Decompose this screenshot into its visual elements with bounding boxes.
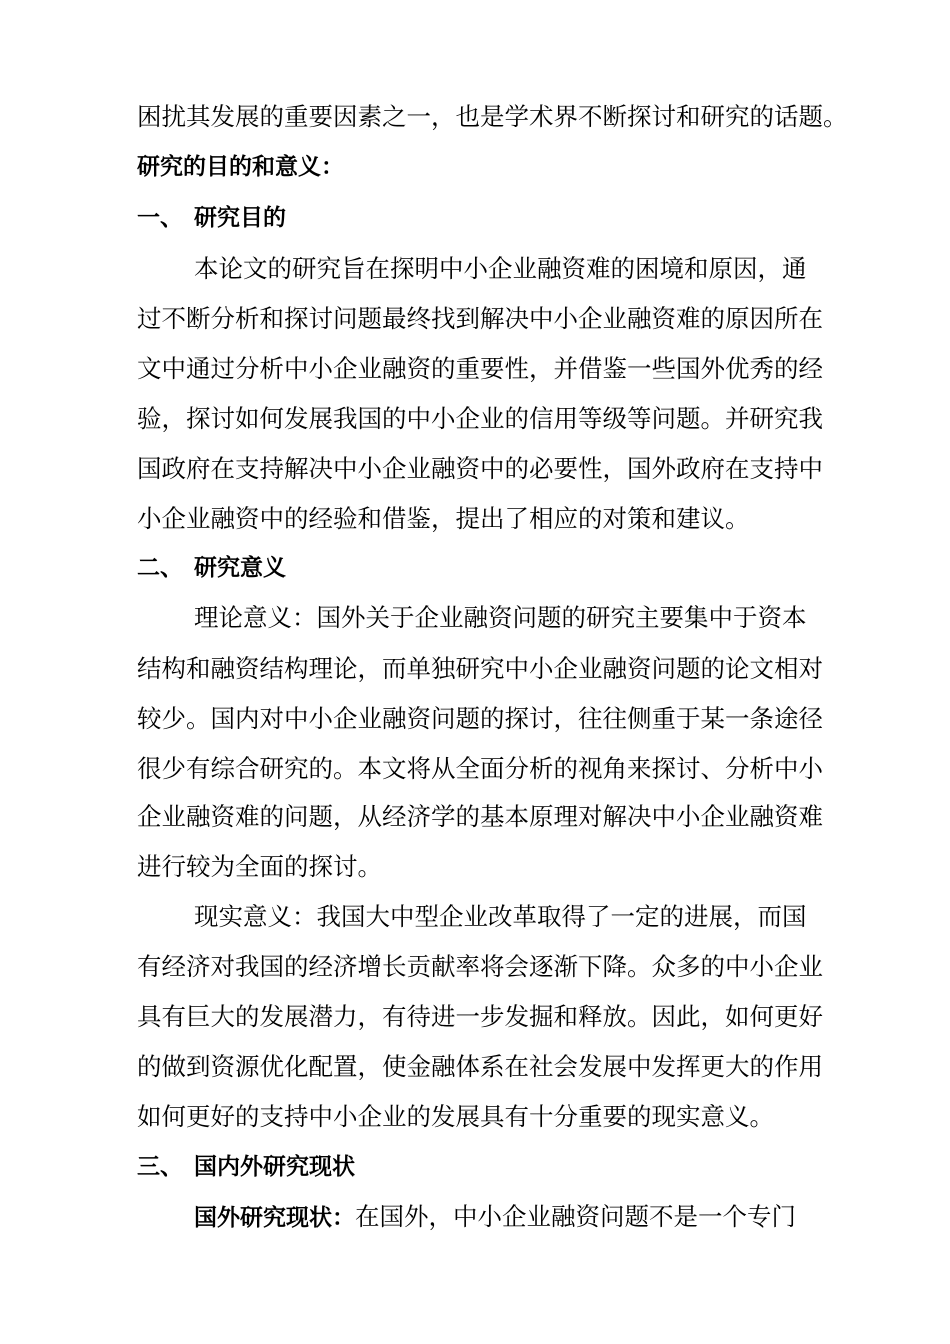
paragraph-line: 国政府在支持解决中小企业融资中的必要性，国外政府在支持中 — [137, 454, 823, 483]
paragraph-line: 较少。国内对中小企业融资问题的探讨，往往侧重于某一条途径 — [137, 704, 823, 733]
paragraph-line: 进行较为全面的探讨。 — [137, 852, 382, 881]
paragraph-line: 很少有综合研究的。本文将从全面分析的视角来探讨、分析中小 — [137, 754, 823, 783]
heading-text: 研究目的 — [194, 205, 286, 231]
section-title: 研究的目的和意义： — [137, 154, 344, 180]
paragraph-line: 企业融资难的问题，从经济学的基本原理对解决中小企业融资难 — [137, 802, 823, 831]
paragraph-text: 在国外，中小企业融资问题不是一个专门 — [355, 1202, 796, 1231]
paragraph-line — [194, 1202, 796, 1233]
paragraph-line: 具有巨大的发展潜力，有待进一步发掘和释放。因此，如何更好 — [137, 1002, 823, 1031]
heading-number: 一、 — [137, 205, 183, 231]
paragraph-line: 结构和融资结构理论，而单独研究中小企业融资问题的论文相对 — [137, 654, 823, 683]
heading-research-status — [137, 1152, 355, 1182]
paragraph-line: 验，探讨如何发展我国的中小企业的信用等级等问题。并研究我 — [137, 404, 823, 433]
heading-research-purpose — [137, 203, 286, 233]
heading-research-significance — [137, 553, 286, 583]
paragraph-line: 小企业融资中的经验和借鉴，提出了相应的对策和建议。 — [137, 504, 750, 533]
paragraph-line: 理论意义：国外关于企业融资问题的研究主要集中于资本 — [194, 603, 807, 632]
heading-text: 研究意义 — [194, 555, 286, 581]
paragraph-line: 过不断分析和探讨问题最终找到解决中小企业融资难的原因所在 — [137, 304, 823, 333]
paragraph-line: 现实意义：我国大中型企业改革取得了一定的进展，而国 — [194, 902, 807, 931]
heading-text: 国内外研究现状 — [194, 1154, 355, 1180]
heading-number: 三、 — [137, 1154, 183, 1180]
paragraph-line: 如何更好的支持中小企业的发展具有十分重要的现实意义。 — [137, 1102, 774, 1131]
paragraph-line: 文中通过分析中小企业融资的重要性，并借鉴一些国外优秀的经 — [137, 354, 823, 383]
paragraph-line: 有经济对我国的经济增长贡献率将会逐渐下降。众多的中小企业 — [137, 952, 823, 981]
inline-bold-label: 国外研究现状： — [194, 1205, 355, 1231]
paragraph-line: 的做到资源优化配置，使金融体系在社会发展中发挥更大的作用 — [137, 1052, 823, 1081]
heading-number: 二、 — [137, 555, 183, 581]
paragraph-line: 本论文的研究旨在探明中小企业融资难的困境和原因，通 — [194, 254, 807, 283]
paragraph-line: 困扰其发展的重要因素之一，也是学术界不断探讨和研究的话题。 — [137, 102, 848, 131]
